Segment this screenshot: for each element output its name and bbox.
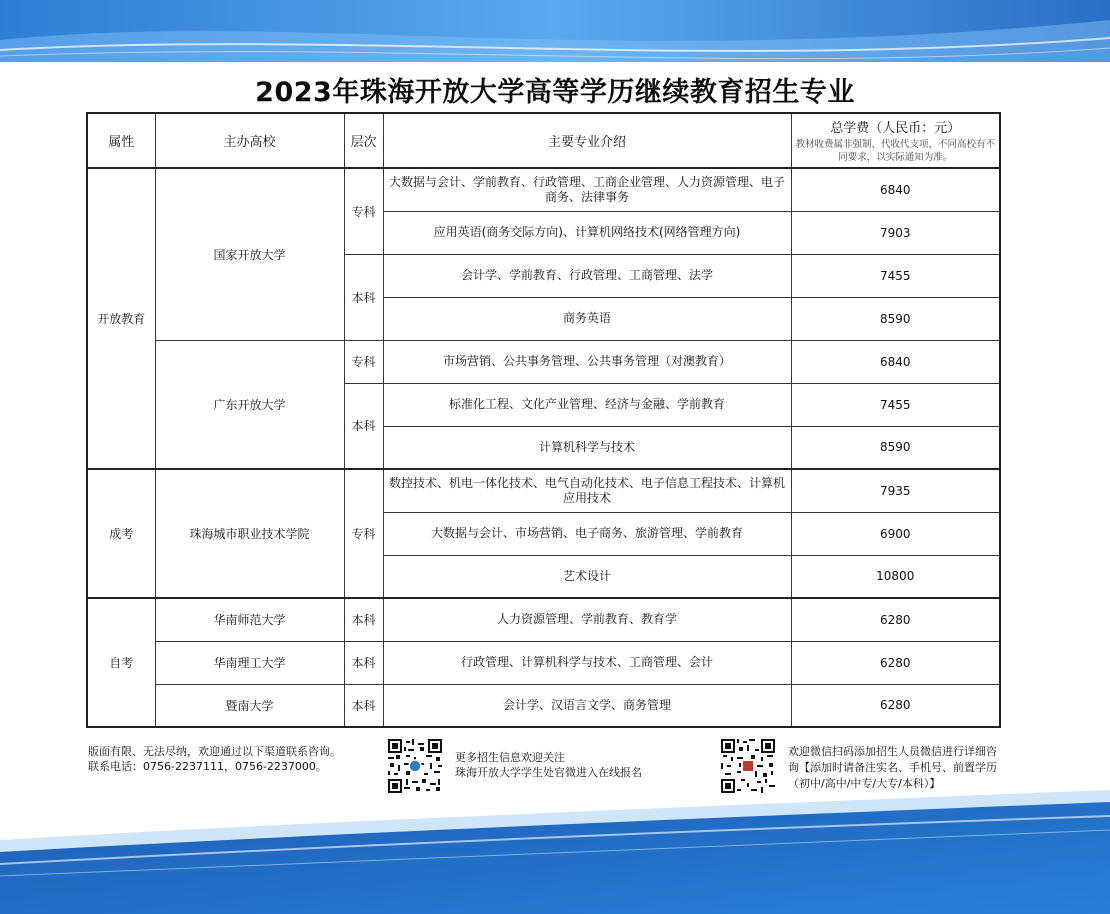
fee-cell: 6840	[791, 168, 1000, 211]
footer-follow-line1: 更多招生信息欢迎关注	[455, 751, 565, 764]
level-cell: 本科	[344, 598, 383, 641]
header-category: 属性	[87, 113, 155, 168]
fee-cell: 6900	[791, 512, 1000, 555]
fee-cell: 7903	[791, 211, 1000, 254]
school-cell: 广东开放大学	[155, 340, 344, 469]
majors-cell: 数控技术、机电一体化技术、电气自动化技术、电子信息工程技术、计算机应用技术	[383, 469, 791, 512]
footer-contact	[88, 744, 368, 774]
table-row	[87, 641, 1000, 684]
level-cell: 专科	[344, 340, 383, 383]
majors-cell: 标准化工程、文化产业管理、经济与金融、学前教育	[383, 383, 791, 426]
category-cell: 自考	[87, 598, 155, 727]
level-cell: 专科	[344, 469, 383, 598]
fee-cell: 6280	[791, 684, 1000, 727]
majors-cell: 商务英语	[383, 297, 791, 340]
school-cell: 珠海城市职业技术学院	[155, 469, 344, 598]
bottom-banner	[0, 790, 1110, 914]
school-cell: 国家开放大学	[155, 168, 344, 340]
majors-cell: 大数据与会计、学前教育、行政管理、工商企业管理、人力资源管理、电子商务、法律事务	[383, 168, 791, 211]
majors-cell: 应用英语(商务交际方向)、计算机网络技术(网络管理方向)	[383, 211, 791, 254]
fee-cell: 7455	[791, 254, 1000, 297]
majors-cell: 行政管理、计算机科学与技术、工商管理、会计	[383, 641, 791, 684]
majors-cell: 会计学、学前教育、行政管理、工商管理、法学	[383, 254, 791, 297]
fee-cell: 6280	[791, 641, 1000, 684]
level-cell: 本科	[344, 383, 383, 469]
header-level: 层次	[344, 113, 383, 168]
fee-cell: 6840	[791, 340, 1000, 383]
table-row	[87, 469, 1000, 512]
school-cell: 华南理工大学	[155, 641, 344, 684]
header-fee	[791, 113, 1000, 168]
qr-code-icon[interactable]	[388, 739, 442, 793]
header-fee-label: 总学费（人民币：元）	[830, 121, 961, 136]
table-row	[87, 168, 1000, 211]
majors-cell: 人力资源管理、学前教育、教育学	[383, 598, 791, 641]
level-cell: 本科	[344, 641, 383, 684]
fee-cell: 10800	[791, 555, 1000, 598]
page-title: 2023年珠海开放大学高等学历继续教育招生专业	[255, 77, 855, 108]
category-cell: 成考	[87, 469, 155, 598]
footer-contact-phone: 联系电话：0756-2237111，0756-2237000。	[88, 760, 327, 773]
school-cell: 暨南大学	[155, 684, 344, 727]
table-row	[87, 684, 1000, 727]
level-cell: 专科	[344, 168, 383, 254]
header-school: 主办高校	[155, 113, 344, 168]
majors-cell: 艺术设计	[383, 555, 791, 598]
majors-cell: 大数据与会计、市场营销、电子商务、旅游管理、学前教育	[383, 512, 791, 555]
fee-cell: 6280	[791, 598, 1000, 641]
wechat-qr-code-icon[interactable]	[721, 739, 775, 793]
fee-cell: 8590	[791, 297, 1000, 340]
fee-table	[86, 112, 1001, 728]
majors-cell: 会计学、汉语言文学、商务管理	[383, 684, 791, 727]
footer-follow-line2: 珠海开放大学学生处官微进入在线报名	[455, 766, 642, 779]
header-majors: 主要专业介绍	[383, 113, 791, 168]
level-cell: 本科	[344, 684, 383, 727]
footer-wechat-text: 欢迎微信扫码添加招生人员微信进行详细咨询【添加时请备注实名、手机号、前置学历（初中/高中/中专/大专/本科）】	[788, 745, 997, 790]
category-cell: 开放教育	[87, 168, 155, 469]
level-cell: 本科	[344, 254, 383, 340]
header-fee-note: 教材收费属非强制、代收代支项，不同高校有不同要求，以实际通知为准。	[795, 139, 996, 163]
majors-cell: 计算机科学与技术	[383, 426, 791, 469]
fee-cell: 7455	[791, 383, 1000, 426]
table-row	[87, 340, 1000, 383]
footer-follow-text	[455, 750, 642, 780]
top-banner	[0, 0, 1110, 62]
table-row	[87, 598, 1000, 641]
majors-cell: 市场营销、公共事务管理、公共事务管理（对澳教育）	[383, 340, 791, 383]
fee-cell: 7935	[791, 469, 1000, 512]
fee-cell: 8590	[791, 426, 1000, 469]
footer-contact-line1: 版面有限、无法尽纳，欢迎通过以下渠道联系咨询。	[88, 745, 341, 758]
school-cell: 华南师范大学	[155, 598, 344, 641]
